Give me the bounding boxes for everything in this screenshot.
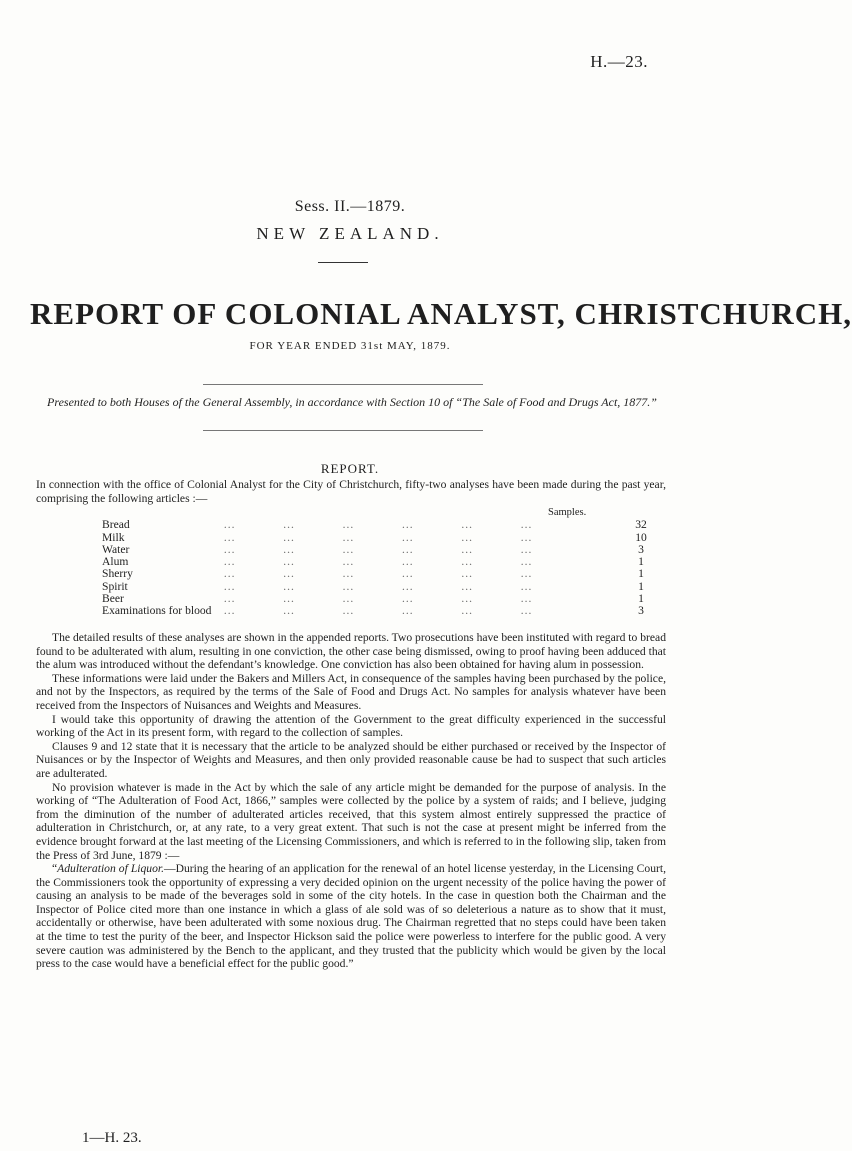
page-reference: 1—H. 23. (82, 1130, 142, 1146)
articles-table (36, 507, 666, 618)
leader-dots: … … … … … … (200, 567, 533, 581)
intro-paragraph: In connection with the office of Colonial Analyst for the City of Christchurch, fifty-two analyses have been made during the past year, comprising the following articles :— (36, 478, 666, 505)
sample-count: 10 (635, 530, 647, 544)
presented-note: Presented to both Houses of the General Assembly, in accordance with Section 10 of “The Sale of Food and Drugs Act, 1877.” (47, 395, 657, 409)
report-subtitle: FOR YEAR ENDED 31st MAY, 1879. (249, 340, 451, 352)
leader-dots: … … … … … … (200, 592, 533, 606)
table-row (36, 568, 666, 580)
leader-dots: … … … … … … (200, 604, 533, 618)
sample-count: 3 (638, 542, 644, 556)
quote-body: —During the hearing of an application for the renewal of an hotel license yesterday, in the Licensing Court, the Commissioners took the opportunity of expressing a very decided opinion on the urgent necessity of the police having the power of causing an analysis to be made of the beverages sold in some of the city hotels. In the case in question both the Chairman and the Inspector of Police cited more than one instance in which a glass of ale sold was of so deleterious a nature as to show that it must, accidentally or otherwise, have been adulterated with some noxious drug. The Chairman regretted that no steps could have been taken at the time to test the purity of the beer, and Inspector Hickson said the police were powerless to interfere for the public good. A very severe caution was administered by the Bench to the applicant, and they trusted that the publicity which would be given by the local press to the case would have a beneficial effect for the public good.” (36, 862, 666, 971)
country-heading: NEW ZEALAND. (256, 224, 444, 243)
paragraph: No provision whatever is made in the Act by which the sale of any article might be demanded for the purpose of analysis. In the working of “The Adulteration of Food Act, 1866,” samples were collected by the police by a system of raids; and I believe, judging from the diminution of the number of adulterated articles received, that this system almost entirely suppressed the practice of adulteration in Christchurch, or, at any rate, to a very great extent. That such is not the case at present might be inferred from the evidence brought forward at the last meeting of the Licensing Commissioners, and which is referred to in the following slip, taken from the Press of 3rd June, 1879 :— (36, 780, 666, 862)
article-name: Water (102, 542, 130, 556)
paragraph: The detailed results of these analyses are shown in the appended reports. Two prosecutions have been instituted with regard to bread found to be adulterated with alum, resulting in one conviction, the other case being dismissed, owing to proof having been adduced that the alum was introduced without the defendant’s knowledge. One conviction has also been obtained for having alum in possession. (36, 631, 666, 672)
leader-dots: … … … … … … (200, 542, 533, 556)
leader-dots: … … … … … … (200, 530, 533, 544)
article-name: Examinations for blood (102, 604, 212, 618)
divider (203, 384, 483, 385)
table-row (36, 605, 666, 617)
article-name: Beer (102, 592, 124, 606)
article-name: Sherry (102, 567, 133, 581)
divider (203, 430, 483, 431)
table-row (36, 519, 666, 531)
paragraph: Clauses 9 and 12 state that it is necessary that the article to be analyzed should be either purchased or received by the Inspector of Nuisances or by the Inspector of Weights and Measures, and then only provided reasonable cause be had to suspect that such articles are adulterated. (36, 739, 666, 780)
article-name: Bread (102, 518, 130, 532)
sample-count: 3 (638, 604, 644, 618)
article-name: Milk (102, 530, 125, 544)
leader-dots: … … … … … … (200, 579, 533, 593)
sample-count: 1 (638, 567, 644, 581)
sample-count: 1 (638, 592, 644, 606)
section-heading: REPORT. (320, 461, 380, 476)
samples-column-header: Samples. (548, 507, 587, 518)
sample-count: 1 (638, 555, 644, 569)
sample-count: 1 (638, 579, 644, 593)
session-line: Sess. II.—1879. (294, 198, 406, 215)
divider (318, 262, 368, 263)
leader-dots: … … … … … … (200, 555, 533, 569)
report-title: REPORT OF COLONIAL ANALYST, CHRISTCHURCH, (30, 296, 852, 331)
paper-reference: H.—23. (590, 52, 648, 71)
report-body (36, 631, 666, 971)
paragraph: These informations were laid under the Bakers and Millers Act, in consequence of the samples having been purchased by the police, and not by the Inspectors, as required by the terms of the Sale of Food and Drugs Act. No samples for analysis whatever have been received from the Inspectors of Nuisances and Weights and Measures. (36, 671, 666, 712)
article-name: Spirit (102, 579, 128, 593)
newspaper-quote: “Adulteration of Liquor.—During the hearing of an application for the renewal of an hotel license yesterday, in the Licensing Court, the Commissioners took the opportunity of expressing a very decided opinion on the urgent necessity of the police having the power of causing an analysis to be made of the beverages sold in some of the city hotels. In the case in question both the Chairman and the Inspector of Police cited more than one instance in which a glass of ale sold was of so deleterious a nature as to show that it must, accidentally or otherwise, have been adulterated with some noxious drug. The Chairman regretted that no steps could have been taken at the time to test the purity of the beer, and Inspector Hickson said the police were powerless to interfere for the public good. A very severe caution was administered by the Bench to the applicant, and they trusted that the publicity which would be given by the local press to the case would have a beneficial effect for the public good.” (36, 862, 666, 971)
article-name: Alum (102, 555, 129, 569)
leader-dots: … … … … … … (200, 518, 533, 532)
paragraph: I would take this opportunity of drawing the attention of the Government to the great difficulty experienced in the successful working of the Act in its present form, with regard to the collection of samples. (36, 712, 666, 740)
sample-count: 32 (635, 518, 647, 532)
quote-title: Adulteration of Liquor. (57, 862, 165, 876)
